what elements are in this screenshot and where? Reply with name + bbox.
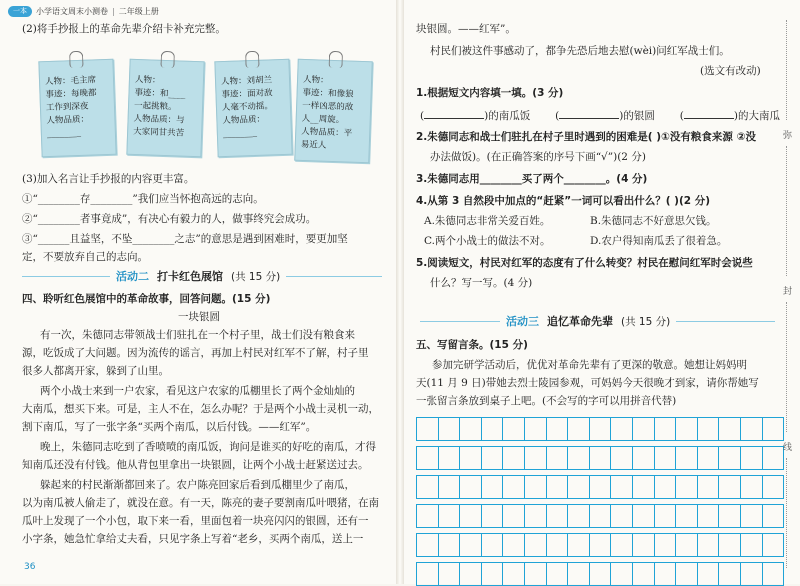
story-line: 以为南瓜被人偷走了，就没在意。有一天，陈亮的妻子要割南瓜叶喂猪，在南 xyxy=(22,497,379,509)
seal-dotted-line xyxy=(786,146,788,276)
series-logo: 一本 xyxy=(8,6,32,17)
task-line: 一张留言条放到桌子上吧。(不会写的字可以用拼音代替) xyxy=(416,395,677,407)
story-line: 晚上，朱德同志吃到了香喷喷的南瓜饭，询问是谁买的好吃的南瓜，才得 xyxy=(40,441,376,453)
story-line: 知南瓜还没有付钱。他从背包里拿出一块银圆，让两个小战士赶紧送过去。 xyxy=(22,459,369,471)
hero-card-3-text: 人物：刘胡兰 事迹：面对敌 人毫不动摇。 人物品质： ________ xyxy=(220,75,274,140)
q1-fill-row xyxy=(420,108,780,123)
q1-blank-3: ( )的大南瓜 xyxy=(679,110,780,122)
q5-title: 五、写留言条。(15 分) xyxy=(416,339,528,351)
grid-row xyxy=(417,563,784,586)
grade-label: 二年级上册 xyxy=(118,6,159,16)
story-line: 小字条，她急忙拿给丈夫看，只见字条上写着“老乡，买两个南瓜，送上一 xyxy=(22,533,364,545)
q2-line-1: 2.朱德同志和战士们驻扎在村子里时遇到的困难是( )①没有粮食来源 ②没 xyxy=(416,131,756,143)
activity3-heading xyxy=(500,313,676,329)
q1-blank-1: ( )的南瓜饭 xyxy=(420,110,531,122)
paper-clip-icon xyxy=(160,51,175,68)
hero-card-1 xyxy=(38,59,116,158)
hero-card-1-text: 人物：毛主席 事迹：每晚都 工作到深夜 人物品质： ________ xyxy=(44,75,97,140)
hero-card-4-text: 人物： 事迹：和像狼 一样凶恶的敌 人__周旋。 人物品质：平 易近人 xyxy=(300,74,354,151)
q4-option-a: A.朱德同志非常关爱百姓。 xyxy=(424,215,551,227)
q3-instruction: (3)加入名言让手抄报的内容更丰富。 xyxy=(22,173,195,185)
grid-row xyxy=(417,418,784,441)
story-line: 两个小战士来到一户农家，看见这户农家的瓜棚里长了两个金灿灿的 xyxy=(40,385,355,397)
grid-row xyxy=(417,534,784,557)
hero-card-4 xyxy=(294,59,373,164)
grid-row xyxy=(417,476,784,499)
q4-prompt: 4.从第 3 自然段中加点的“赶紧”一词可以看出什么？( )(2 分) xyxy=(416,195,711,207)
hero-card-3 xyxy=(214,59,292,158)
story-line: 瓜叶上发现了一个小包，取下来一看，里面包着一块亮闪闪的银圆，还有一 xyxy=(22,515,369,527)
hero-card-2-text: 人物： 事迹：和____ 一起挑粮。 人物品质：与 大家同甘共苦 xyxy=(132,74,186,139)
quote-line-1: ①“________存________”我们应当怀抱高远的志向。 xyxy=(22,193,264,205)
hero-card-2 xyxy=(126,59,204,158)
page-number: 36 xyxy=(24,562,36,572)
q5-line-2: 什么？写一写。(4 分) xyxy=(430,277,533,289)
activity3-score: (共 15 分) xyxy=(621,315,671,328)
seal-mark-3: 线 xyxy=(783,443,793,453)
header-divider: | xyxy=(112,6,115,16)
story-line: 源，吃饭成了大问题。因为流传的谣言，再加上村民对红军不了解，村子里 xyxy=(22,347,369,359)
story-continuation: 块银圆。——红军”。 xyxy=(416,23,516,35)
q1-prompt: 1.根据短文内容填一填。(3 分) xyxy=(416,87,564,99)
story-line: 很多人都离开家，躲到了山里。 xyxy=(22,365,169,377)
seal-dotted-line xyxy=(786,302,788,432)
page-header xyxy=(8,4,159,18)
activity2-score: (共 15 分) xyxy=(231,270,281,283)
story-line: 割下南瓜，写了一张字条“买两个南瓜，以后付钱。——红军”。 xyxy=(22,421,317,433)
activity2-heading xyxy=(110,268,286,284)
q2-line-2: 办法做饭)。(在正确答案的序号下画“√”)(2 分) xyxy=(430,151,646,163)
quote-line-2: ②“________者事竟成”，有决心有毅力的人，做事终究会成功。 xyxy=(22,213,317,225)
paper-clip-icon xyxy=(69,51,84,68)
q4-title: 四、聆听红色展馆中的革命故事，回答问题。(15 分) xyxy=(22,293,271,305)
q2-instruction: (2)将手抄报上的革命先辈介绍卡补充完整。 xyxy=(22,23,226,35)
q4-option-b: B.朱德同志不好意思欠钱。 xyxy=(590,215,717,227)
activity3-name: 活动三 xyxy=(506,315,539,328)
seal-dotted-line xyxy=(786,20,788,120)
source-note: (选文有改动) xyxy=(700,65,761,77)
quote-line-4: 定，不要放弃自己的志向。 xyxy=(22,251,148,263)
q4-option-c: C.两个小战士的做法不对。 xyxy=(424,235,551,247)
q3-prompt: 3.朱德同志用________买了两个________。(4 分) xyxy=(416,173,648,185)
q1-blank-2: ( )的银圆 xyxy=(555,110,655,122)
quote-line-3: ③“______且益坚，不坠________之志”的意思是遇到困难时，要更加坚 xyxy=(22,233,348,245)
task-line: 天(11 月 9 日)带她去烈士陵园参观，可妈妈今天很晚才到家，请你帮她写 xyxy=(416,377,759,389)
q4-option-d: D.农户得知南瓜丢了很着急。 xyxy=(590,235,728,247)
task-line: 参加完研学活动后，优优对革命先辈有了更深的敬意。她想让妈妈明 xyxy=(432,359,747,371)
activity2-theme: 打卡红色展馆 xyxy=(157,270,223,283)
story-line: 大南瓜，想买下来。可是，主人不在，怎么办呢？于是两个小战士灵机一动， xyxy=(22,403,379,415)
activity2-name: 活动二 xyxy=(116,270,149,283)
writing-grid[interactable] xyxy=(416,417,784,586)
seal-mark-2: 封 xyxy=(783,287,793,297)
story-title: 一块银圆 xyxy=(178,311,220,323)
grid-row xyxy=(417,505,784,528)
q5-line-1: 5.阅读短文，村民对红军的态度有了什么转变？村民在慰问红军时会说些 xyxy=(416,257,753,269)
story-line: 躲起来的村民渐渐都回来了。农户陈亮回家后看到瓜棚里少了南瓜， xyxy=(40,479,355,491)
book-gutter xyxy=(396,0,404,584)
story-ending: 村民们被这件事感动了，都争先恐后地去慰(wèi)问红军战士们。 xyxy=(430,45,730,57)
activity3-theme: 追忆革命先辈 xyxy=(547,315,613,328)
paper-clip-icon xyxy=(329,51,344,68)
grid-row xyxy=(417,447,784,470)
seal-dotted-line xyxy=(786,458,788,568)
series-title: 小学语文周末小测卷 xyxy=(36,6,108,16)
paper-clip-icon xyxy=(245,51,260,68)
seal-mark-1: 弥 xyxy=(783,131,793,141)
story-line: 有一次，朱德同志带领战士们驻扎在一个村子里，战士们没有粮食来 xyxy=(40,329,355,341)
